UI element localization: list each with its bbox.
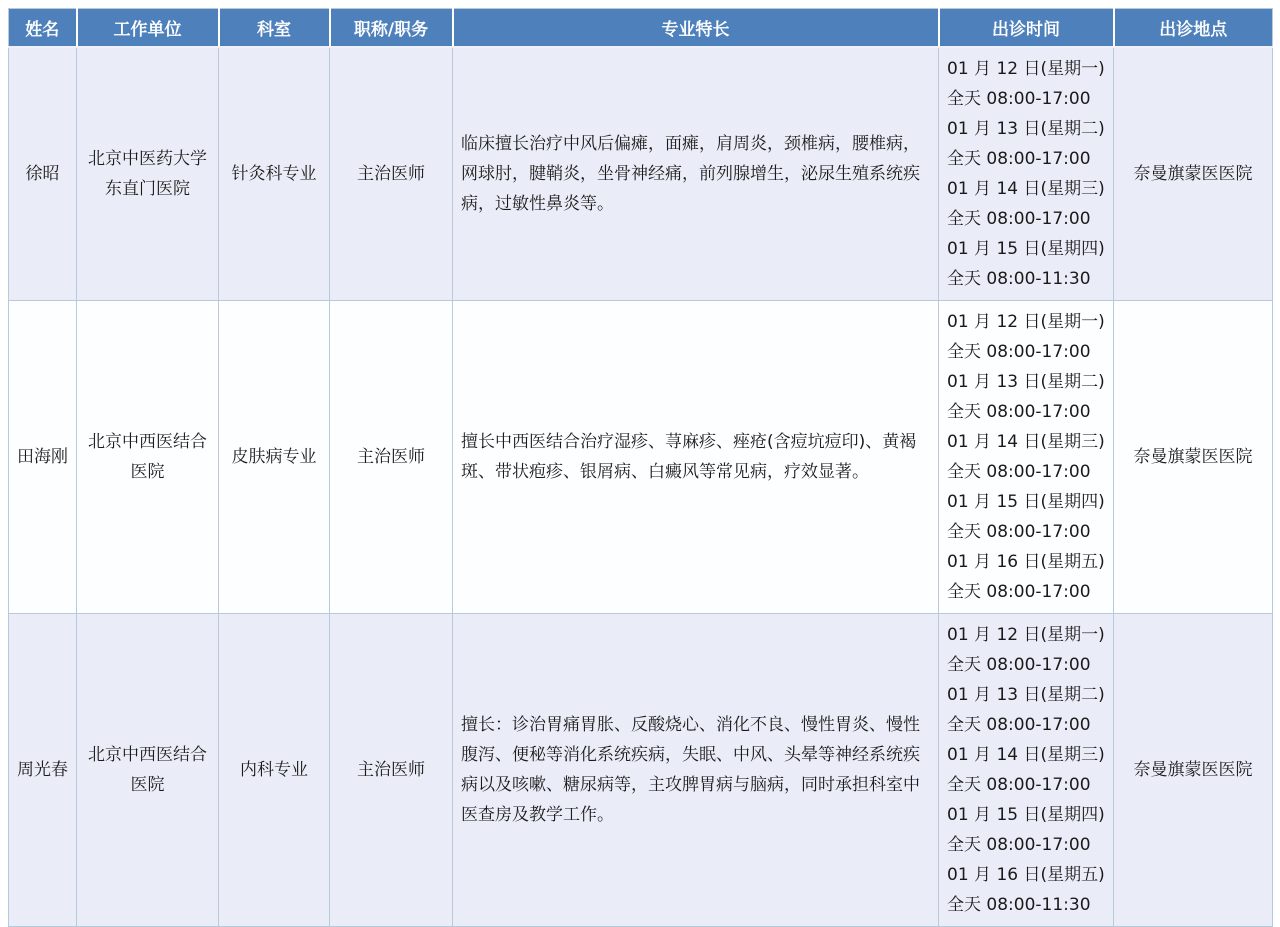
- schedule-line: 01 月 13 日(星期二): [947, 119, 1105, 139]
- schedule-line: 全天 08:00-17:00: [947, 402, 1091, 422]
- clinic-location: 奈曼旗蒙医医院: [1114, 47, 1273, 301]
- schedule-line: 全天 08:00-17:00: [947, 582, 1091, 602]
- header-clinic-location: 出诊地点: [1114, 9, 1273, 48]
- schedule: [939, 47, 1114, 301]
- header-department: 科室: [219, 9, 330, 48]
- job-title: 主治医师: [330, 614, 453, 927]
- specialty: 临床擅长治疗中风后偏瘫，面瘫，肩周炎，颈椎病，腰椎病，网球肘，腱鞘炎，坐骨神经痛，前列腺增生，泌尿生殖系统疾病，过敏性鼻炎等。: [453, 47, 939, 301]
- schedule-line: 全天 08:00-17:00: [947, 462, 1091, 482]
- specialty: 擅长中西医结合治疗湿疹、荨麻疹、痤疮(含痘坑痘印)、黄褐斑、带状疱疹、银屑病、白癜风等常见病，疗效显著。: [453, 301, 939, 614]
- header-name: 姓名: [9, 9, 77, 48]
- schedule-line: 全天 08:00-17:00: [947, 715, 1091, 735]
- schedule-line: 01 月 14 日(星期三): [947, 179, 1105, 199]
- department: 针灸科专业: [219, 47, 330, 301]
- schedule: [939, 614, 1114, 927]
- work-unit: 北京中医药大学东直门医院: [77, 47, 219, 301]
- schedule-line: 01 月 12 日(星期一): [947, 312, 1105, 332]
- clinic-location: 奈曼旗蒙医医院: [1114, 614, 1273, 927]
- header-specialty: 专业特长: [453, 9, 939, 48]
- schedule-line: 全天 08:00-11:30: [947, 269, 1091, 289]
- table-body: [9, 47, 1273, 927]
- schedule-line: 01 月 15 日(星期四): [947, 492, 1105, 512]
- table-row: [9, 614, 1273, 927]
- schedule-line: 01 月 13 日(星期二): [947, 372, 1105, 392]
- table-row: [9, 301, 1273, 614]
- schedule-line: 01 月 16 日(星期五): [947, 865, 1105, 885]
- schedule-line: 全天 08:00-17:00: [947, 149, 1091, 169]
- schedule-line: 全天 08:00-17:00: [947, 342, 1091, 362]
- schedule-line: 全天 08:00-17:00: [947, 775, 1091, 795]
- header-clinic-time: 出诊时间: [939, 9, 1114, 48]
- doctor-schedule-table-wrap: [8, 8, 1272, 927]
- schedule-line: 01 月 14 日(星期三): [947, 432, 1105, 452]
- department: 内科专业: [219, 614, 330, 927]
- schedule-line: 全天 08:00-17:00: [947, 209, 1091, 229]
- schedule-line: 01 月 14 日(星期三): [947, 745, 1105, 765]
- job-title: 主治医师: [330, 301, 453, 614]
- schedule-line: 全天 08:00-17:00: [947, 655, 1091, 675]
- schedule-line: 01 月 15 日(星期四): [947, 239, 1105, 259]
- schedule-line: 全天 08:00-17:00: [947, 835, 1091, 855]
- header-work-unit: 工作单位: [77, 9, 219, 48]
- job-title: 主治医师: [330, 47, 453, 301]
- schedule-line: 全天 08:00-17:00: [947, 522, 1091, 542]
- header-row: [9, 9, 1273, 48]
- work-unit: 北京中西医结合医院: [77, 614, 219, 927]
- doctor-name: 周光春: [9, 614, 77, 927]
- schedule-line: 01 月 16 日(星期五): [947, 552, 1105, 572]
- schedule-line: 01 月 13 日(星期二): [947, 685, 1105, 705]
- table-row: [9, 47, 1273, 301]
- schedule-line: 全天 08:00-11:30: [947, 895, 1091, 915]
- department: 皮肤病专业: [219, 301, 330, 614]
- schedule-line: 01 月 15 日(星期四): [947, 805, 1105, 825]
- schedule: [939, 301, 1114, 614]
- clinic-location: 奈曼旗蒙医医院: [1114, 301, 1273, 614]
- specialty: 擅长：诊治胃痛胃胀、反酸烧心、消化不良、慢性胃炎、慢性腹泻、便秘等消化系统疾病，失眠、中风、头晕等神经系统疾病以及咳嗽、糖尿病等，主攻脾胃病与脑病，同时承担科室中医查房及教学工作。: [453, 614, 939, 927]
- schedule-line: 01 月 12 日(星期一): [947, 625, 1105, 645]
- table-header: [9, 9, 1273, 48]
- header-job-title: 职称/职务: [330, 9, 453, 48]
- doctor-schedule-table: [8, 8, 1273, 927]
- work-unit: 北京中西医结合医院: [77, 301, 219, 614]
- schedule-line: 01 月 12 日(星期一): [947, 59, 1105, 79]
- doctor-name: 徐昭: [9, 47, 77, 301]
- schedule-line: 全天 08:00-17:00: [947, 89, 1091, 109]
- doctor-name: 田海刚: [9, 301, 77, 614]
